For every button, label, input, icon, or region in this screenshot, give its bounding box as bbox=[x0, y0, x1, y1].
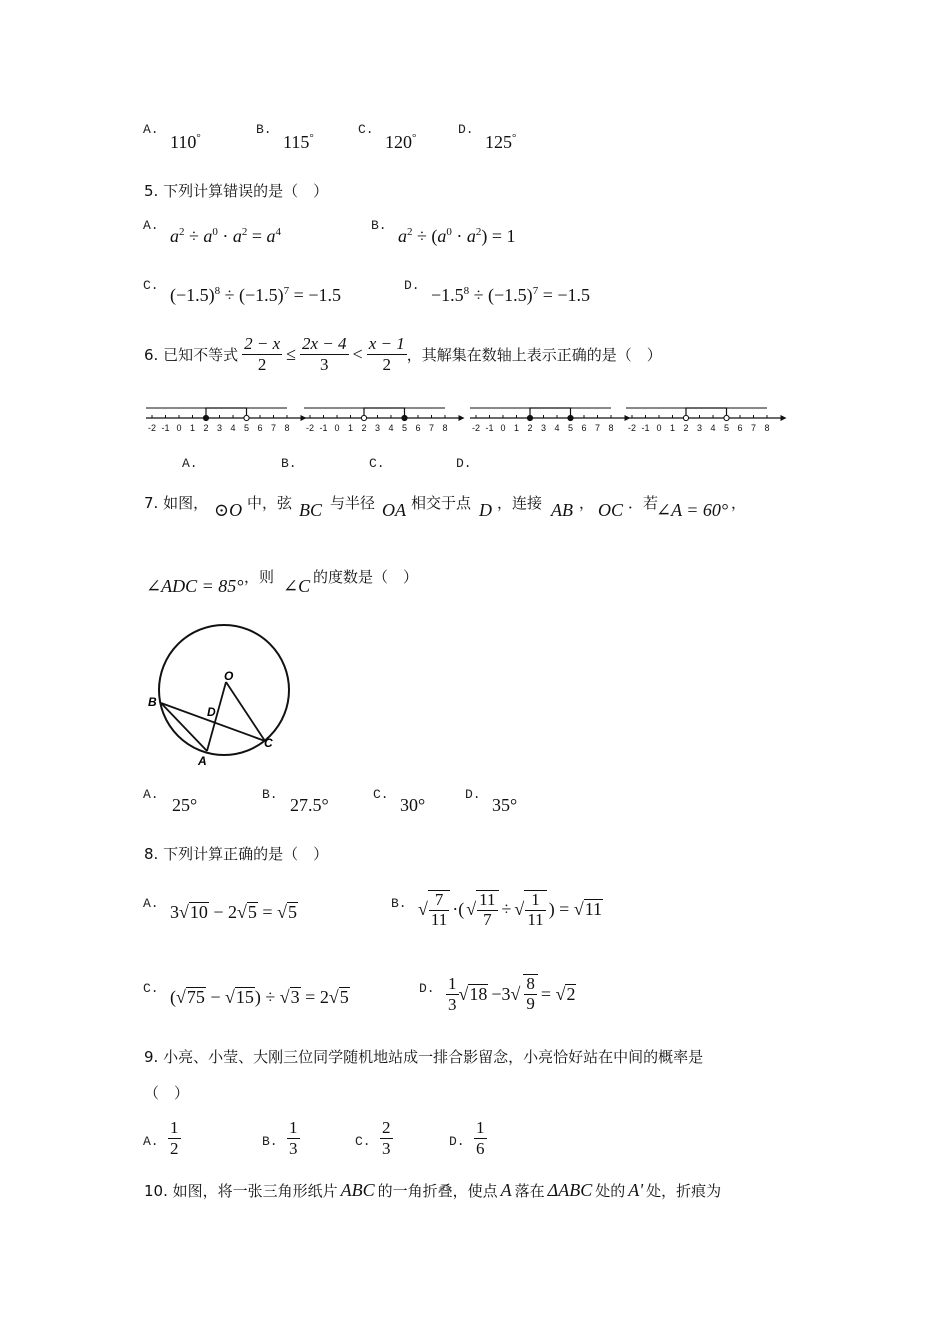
q4-option-b-value: 115° bbox=[283, 132, 314, 152]
q4-option-d-letter: D. bbox=[458, 122, 474, 137]
q10-stem bbox=[144, 1180, 721, 1201]
tick-label: 8 bbox=[608, 423, 614, 433]
tick-label: 4 bbox=[710, 423, 716, 433]
tick-label: -2 bbox=[627, 423, 637, 433]
tick-label: 6 bbox=[737, 423, 743, 433]
q6-option-c-letter: C. bbox=[369, 456, 385, 471]
endpoint-left bbox=[361, 415, 366, 420]
q4-option-d-value: 125° bbox=[485, 132, 517, 152]
q6-frac2: $\frac{2x - 4}{3}$ bbox=[302, 334, 347, 374]
q10-abc: ABC bbox=[340, 1180, 375, 1200]
q10-triangle-abc: ΔABC bbox=[547, 1180, 593, 1200]
tick-label: -2 bbox=[471, 423, 481, 433]
fig-label-d: D bbox=[207, 705, 216, 719]
q8-option-d-expr: $\frac{1}{3}$ √ 18 −3√ $\frac{8}{9}$ = √ 2 bbox=[448, 974, 576, 1014]
tick-label: 2 bbox=[361, 423, 367, 433]
axis-arrow bbox=[781, 415, 787, 421]
tick-label: 3 bbox=[216, 423, 223, 433]
q10-text-3: 落在 bbox=[514, 1182, 545, 1200]
q7-text-5: ，连接 bbox=[497, 494, 543, 512]
q8-option-c-letter: C. bbox=[143, 981, 159, 996]
tick-label: 1 bbox=[347, 423, 354, 433]
q6-frac1: $\frac{2 - x}{2}$ bbox=[244, 334, 281, 374]
q7-oa: OA bbox=[382, 500, 406, 520]
tick-label: 7 bbox=[594, 423, 601, 433]
q9-paren: （ ） bbox=[144, 1084, 190, 1102]
tick-label: 5 bbox=[401, 423, 408, 433]
q9-option-c-letter: C. bbox=[355, 1134, 371, 1149]
tick-label: 8 bbox=[764, 423, 770, 433]
q7-text-10: 的度数是（ ） bbox=[313, 568, 419, 586]
tick-label: 0 bbox=[500, 423, 506, 433]
q5-option-b-letter: B. bbox=[371, 218, 387, 233]
q7-angle-adc: ∠ADC = 85° bbox=[146, 576, 244, 596]
segment-ab bbox=[161, 703, 207, 751]
q7-text-2: 中，弦 bbox=[247, 494, 293, 512]
q4-option-b-letter: B. bbox=[256, 122, 272, 137]
tick-label: 5 bbox=[567, 423, 574, 433]
tick-label: 5 bbox=[723, 423, 730, 433]
q4-option-c-letter: C. bbox=[358, 122, 374, 137]
endpoint-left bbox=[527, 415, 532, 420]
q7-circle-o: ⊙O bbox=[214, 500, 243, 520]
number-line-d bbox=[626, 408, 787, 433]
q9-option-c-frac: $\frac{2}{3}$ bbox=[382, 1118, 391, 1158]
q4-option-a-letter: A. bbox=[143, 122, 159, 137]
tick-label: -1 bbox=[641, 423, 650, 433]
q7-ab: AB bbox=[551, 500, 573, 520]
q7-text-4: 相交于点 bbox=[411, 494, 472, 512]
tick-label: 5 bbox=[243, 423, 250, 433]
q10-a-prime: A' bbox=[628, 1180, 644, 1200]
tick-label: -2 bbox=[305, 423, 315, 433]
q5-option-c-letter: C. bbox=[143, 278, 159, 293]
q5-option-a-expr: $a^2 \div a^0 \cdot a^2 = a^4$ bbox=[170, 226, 282, 246]
tick-label: 7 bbox=[428, 423, 435, 433]
tick-label: 4 bbox=[230, 423, 236, 433]
q9-stem: 9. 小亮、小莹、大刚三位同学随机地站成一排合影留念，小亮恰好站在中间的概率是 bbox=[144, 1048, 704, 1066]
q5-option-b-expr: $a^2 \div (a^0 \cdot a^2) = 1$ bbox=[398, 226, 516, 246]
tick-label: 1 bbox=[189, 423, 196, 433]
q8-option-a-letter: A. bbox=[143, 896, 159, 911]
q9-option-d-frac: $\frac{1}{6}$ bbox=[476, 1118, 485, 1158]
endpoint-right bbox=[244, 415, 249, 420]
q4-option-a-value: 110° bbox=[170, 132, 201, 152]
tick-label: 4 bbox=[554, 423, 560, 433]
q7-d: D bbox=[479, 500, 492, 520]
tick-label: 3 bbox=[696, 423, 703, 433]
tick-label: 4 bbox=[388, 423, 394, 433]
tick-label: 1 bbox=[669, 423, 676, 433]
tick-label: 0 bbox=[176, 423, 182, 433]
number-line-b bbox=[304, 408, 465, 433]
q9-option-b-letter: B. bbox=[262, 1134, 278, 1149]
q7-oc: OC bbox=[598, 500, 624, 520]
q9-option-a-frac: $\frac{1}{2}$ bbox=[170, 1118, 179, 1158]
fig-label-a: A bbox=[198, 754, 207, 768]
number-line-a bbox=[146, 408, 307, 433]
q7-option-d-value: 35° bbox=[492, 795, 518, 815]
tick-label: -1 bbox=[319, 423, 328, 433]
q7-text-9: ，则 bbox=[244, 568, 275, 586]
tick-label: 6 bbox=[415, 423, 421, 433]
endpoint-left bbox=[203, 415, 208, 420]
tick-label: -1 bbox=[485, 423, 494, 433]
q6-stem-suffix: ，其解集在数轴上表示正确的是（ ） bbox=[406, 345, 662, 364]
q7-text-8: ， bbox=[731, 494, 747, 512]
q7-text-6: ， bbox=[579, 494, 595, 512]
number-line-c bbox=[470, 408, 631, 433]
tick-label: 0 bbox=[334, 423, 340, 433]
q6-option-b-letter: B. bbox=[281, 456, 297, 471]
q6-option-a-letter: A. bbox=[182, 456, 198, 471]
q8-option-c-expr: (√75 − √15) ÷ √3 = 2√5 bbox=[170, 987, 349, 1007]
tick-label: 2 bbox=[683, 423, 689, 433]
q7-text-3: 与半径 bbox=[330, 494, 376, 512]
tick-label: -1 bbox=[161, 423, 170, 433]
q7-circle-figure bbox=[140, 620, 300, 770]
q7-bc: BC bbox=[299, 500, 323, 520]
q7-option-a-value: 25° bbox=[172, 795, 198, 815]
q5-stem: 5. 下列计算错误的是（ ） bbox=[144, 182, 329, 200]
tick-label: -2 bbox=[147, 423, 157, 433]
q9-option-a-letter: A. bbox=[143, 1134, 159, 1149]
q7-text-1: 7. 如图， bbox=[144, 494, 209, 512]
tick-label: 6 bbox=[581, 423, 587, 433]
q6-stem-prefix: 6. 已知不等式 bbox=[144, 345, 239, 364]
q7-option-d-letter: D. bbox=[465, 787, 481, 802]
q5-option-a-letter: A. bbox=[143, 218, 159, 233]
tick-label: 8 bbox=[442, 423, 448, 433]
q7-angle-a: ∠A = 60° bbox=[656, 500, 729, 520]
endpoint-right bbox=[568, 415, 573, 420]
q8-option-d-letter: D. bbox=[419, 981, 435, 996]
endpoint-right bbox=[402, 415, 407, 420]
endpoint-right bbox=[724, 415, 729, 420]
axis-arrow bbox=[459, 415, 465, 421]
q6-stem: 6. 已知不等式 $\frac{2 - x}{2}$ ≤ $\frac{2x - 4}{3}$ < $\frac{x - 1}{2}$ ，其解集在数轴上表示正确的是（ ） bbox=[144, 334, 662, 374]
q10-a: A bbox=[500, 1180, 512, 1200]
q5-option-c-expr: $(-1.5)^8 \div (-1.5)^7 = -1.5$ bbox=[170, 285, 341, 305]
q5-option-d-expr: $-1.5^8 \div (-1.5)^7 = -1.5$ bbox=[431, 285, 590, 305]
q7-text-7: ．若 bbox=[628, 494, 659, 512]
endpoint-left bbox=[683, 415, 688, 420]
fig-label-c: C bbox=[264, 736, 273, 750]
q9-option-d-letter: D. bbox=[449, 1134, 465, 1149]
q7-option-b-value: 27.5° bbox=[290, 795, 329, 815]
segment-oc bbox=[226, 682, 265, 741]
solution-bracket bbox=[530, 408, 571, 418]
q10-text-4: 处的 bbox=[595, 1182, 626, 1200]
solution-bracket bbox=[206, 408, 247, 418]
tick-label: 8 bbox=[284, 423, 290, 433]
tick-label: 7 bbox=[750, 423, 757, 433]
q8-option-b-expr: √ $\frac{7}{11}$ ·( √ $\frac{11}{7}$ ÷ √ $\frac{1}{11}$ ) = √ 11 bbox=[418, 890, 603, 929]
q6-option-d-letter: D. bbox=[456, 456, 472, 471]
tick-label: 2 bbox=[527, 423, 533, 433]
q6-number-lines bbox=[140, 396, 790, 438]
q7-option-a-letter: A. bbox=[143, 787, 159, 802]
q10-text-5: 处，折痕为 bbox=[646, 1182, 722, 1200]
solution-bracket bbox=[364, 408, 405, 418]
q8-stem: 8. 下列计算正确的是（ ） bbox=[144, 845, 329, 863]
tick-label: 0 bbox=[656, 423, 662, 433]
fig-label-o: O bbox=[224, 669, 234, 683]
tick-label: 1 bbox=[513, 423, 520, 433]
solution-bracket bbox=[686, 408, 727, 418]
tick-label: 3 bbox=[540, 423, 547, 433]
q8-option-b-letter: B. bbox=[391, 896, 407, 911]
tick-label: 6 bbox=[257, 423, 263, 433]
q5-option-d-letter: D. bbox=[404, 278, 420, 293]
q10-text-1: 10. 如图，将一张三角形纸片 bbox=[144, 1182, 338, 1200]
q8-option-a-expr: 3√10 − 2√5 = √5 bbox=[170, 902, 297, 922]
tick-label: 7 bbox=[270, 423, 277, 433]
q10-text-2: 的一角折叠，使点 bbox=[377, 1182, 498, 1200]
fig-label-b: B bbox=[148, 695, 157, 709]
q7-angle-c: ∠C bbox=[283, 576, 311, 596]
q4-option-c-value: 120° bbox=[385, 132, 417, 152]
q6-frac3: $\frac{x - 1}{2}$ bbox=[368, 334, 405, 374]
q9-option-b-frac: $\frac{1}{3}$ bbox=[289, 1118, 298, 1158]
tick-label: 3 bbox=[374, 423, 381, 433]
q7-option-c-letter: C. bbox=[373, 787, 389, 802]
q7-option-b-letter: B. bbox=[262, 787, 278, 802]
tick-label: 2 bbox=[203, 423, 209, 433]
q7-option-c-value: 30° bbox=[400, 795, 426, 815]
